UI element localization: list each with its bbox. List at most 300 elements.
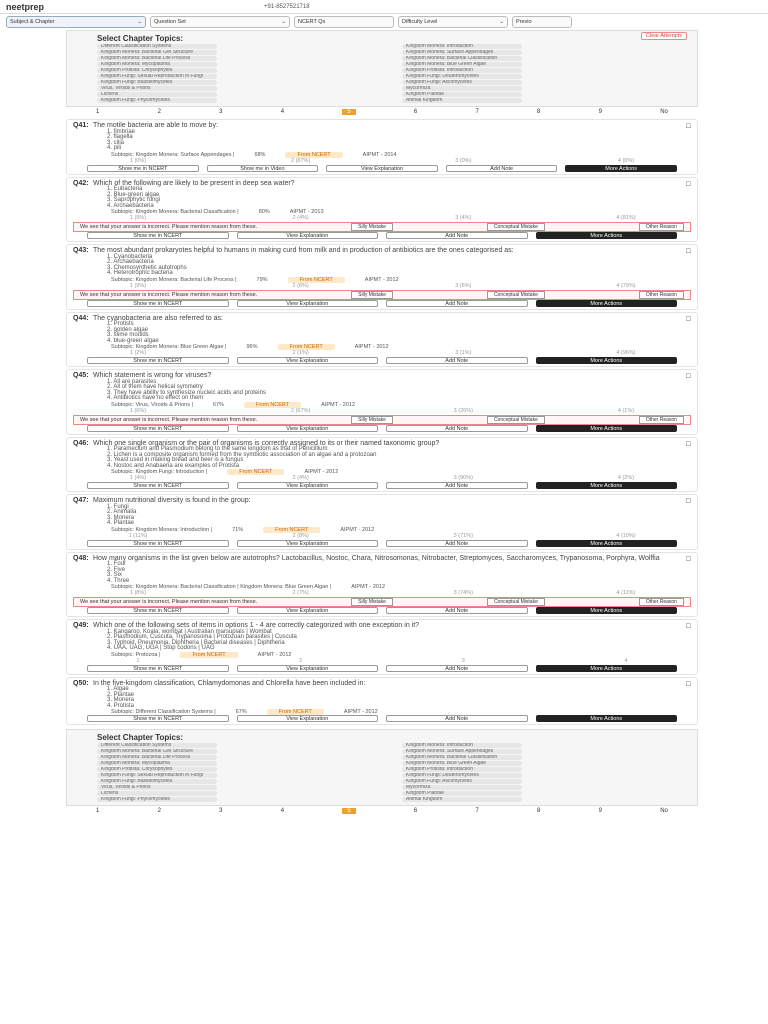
correct-percent: 67% <box>212 401 224 408</box>
answer-stat: 3 (6%) <box>455 282 472 289</box>
more-actions-button[interactable]: More Actions <box>536 357 678 364</box>
page-link[interactable]: 2 <box>157 109 161 115</box>
chapter-chip[interactable]: Kingdom Protista: Introduction <box>402 767 522 772</box>
option[interactable]: 2. golden algae <box>107 326 149 333</box>
page-link[interactable]: 4 <box>280 808 285 814</box>
add-note-button[interactable]: Add Note <box>386 482 528 489</box>
options <box>73 505 691 527</box>
option[interactable]: 3. Typhoid, Pneumonia, Diphtheria | Bacterial diseases | Diphtheria <box>107 639 285 646</box>
option[interactable]: 1. Cyanobacteria <box>107 253 153 260</box>
chapter-topics-bottom <box>66 729 698 806</box>
answer-stat: 2 (7%) <box>292 590 309 596</box>
question-text: Maximum nutritional diversity is found in the group: <box>93 497 251 504</box>
view-explanation-button[interactable]: View Explanation <box>326 165 438 172</box>
view-explanation-button[interactable]: View Explanation <box>237 357 379 364</box>
add-note-button[interactable]: Add Note <box>386 357 528 364</box>
chapter-chip[interactable]: Kingdom Monera: Surface Appendages <box>402 749 522 754</box>
answer-stats <box>73 408 691 415</box>
subtopic: Subtopic: Kingdom Monera: Introduction | <box>111 526 213 533</box>
chapter-grid <box>97 43 667 103</box>
ncert-badge: From NCERT <box>288 277 345 283</box>
silly-mistake-button[interactable]: Silly Mistake <box>351 416 393 424</box>
page-link[interactable]: 7 <box>475 109 479 115</box>
add-note-button[interactable]: Add Note <box>386 715 528 722</box>
chapter-chip[interactable]: Kingdom Monera: Introduction <box>402 743 522 748</box>
chevron-down-icon: ⌄ <box>281 19 286 25</box>
option[interactable]: 1. All are parasites <box>107 378 157 385</box>
view-explanation-button[interactable]: View Explanation <box>237 715 379 722</box>
answer-stat: 4 (1%) <box>617 407 635 414</box>
chapter-chip[interactable]: Kingdom Fungi: Phycomycetes <box>97 98 217 103</box>
bookmark-icon[interactable]: ☐ <box>685 316 691 323</box>
bookmark-icon[interactable]: ☐ <box>685 681 691 688</box>
chapter-title: Select Chapter Topics: <box>97 34 184 43</box>
options <box>73 322 691 344</box>
answer-stat: 2 (87%) <box>291 157 311 164</box>
more-actions-button[interactable]: More Actions <box>565 165 677 172</box>
question-number: Q47: <box>73 497 89 504</box>
conceptual-mistake-button[interactable]: Conceptual Mistake <box>487 291 545 299</box>
answer-stat: 3 (0%) <box>455 157 472 164</box>
answer-stat: 2 (67%) <box>291 407 311 414</box>
page-link[interactable]: 7 <box>475 808 479 814</box>
answer-stat: 3 <box>461 657 465 664</box>
option[interactable]: 3. They have ability to synthesize nucleic acids and proteins <box>107 389 266 396</box>
question-text: Which statement is wrong for viruses? <box>93 372 212 379</box>
answer-stat: 3 (1%) <box>455 350 472 356</box>
other-reason-button[interactable]: Other Reason <box>639 416 684 424</box>
chapter-chip[interactable]: Kingdom Monera: Bacterial Cell Structure <box>97 50 217 55</box>
incorrect-feedback <box>73 597 691 607</box>
answer-stat: 4 (0%) <box>617 157 635 164</box>
correct-percent: 71% <box>232 526 244 533</box>
chapter-chip[interactable]: Lichens <box>97 92 217 97</box>
option[interactable]: 2. All of them have helical symmetry <box>107 384 203 390</box>
chapter-chip[interactable]: Kingdom Monera: Bacterial Cell Structure <box>97 749 217 754</box>
answer-stat: 4 (10%) <box>616 532 636 539</box>
option[interactable]: 3. Six <box>107 572 123 578</box>
show-ncert-button[interactable]: Show me in NCERT <box>87 165 199 172</box>
option[interactable]: 4. Protista <box>107 702 135 709</box>
answer-stats <box>73 158 691 165</box>
option[interactable]: 1. Protists <box>107 321 134 327</box>
more-actions-button[interactable]: More Actions <box>536 607 678 614</box>
subject-chapter-filter[interactable]: Subject & Chapter ⌄ <box>6 16 146 28</box>
conceptual-mistake-button[interactable]: Conceptual Mistake <box>487 598 545 606</box>
incorrect-message: We see that your answer is incorrect. Please mention reason from these. <box>80 224 258 230</box>
show-ncert-button[interactable]: Show me in NCERT <box>87 540 229 547</box>
answer-stat: 1 (0%) <box>129 157 147 164</box>
show-ncert-button[interactable]: Show me in NCERT <box>87 482 229 489</box>
more-actions-button[interactable]: More Actions <box>536 232 678 239</box>
chapter-chip[interactable]: Kingdom Fungi: Basidiomycetes <box>97 779 217 784</box>
option[interactable]: 4. blue-green algae <box>107 337 159 344</box>
option[interactable]: 3. slime moulds <box>107 332 149 338</box>
page-next[interactable]: No <box>660 808 668 814</box>
option[interactable]: 4. Nostoc and Anabaena are examples of Protista <box>107 462 240 469</box>
question-number: Q48: <box>73 554 89 562</box>
option[interactable]: 2. Five <box>107 566 126 573</box>
add-note-button[interactable]: Add Note <box>386 607 528 614</box>
other-reason-button[interactable]: Other Reason <box>639 598 684 606</box>
page-link[interactable]: 1 <box>96 109 100 115</box>
options <box>73 562 691 584</box>
question-card <box>66 552 698 618</box>
chapter-chip[interactable]: Kingdom Monera: Bacterial Life Process <box>97 755 217 760</box>
question-number: Q43: <box>73 247 89 254</box>
action-bar <box>73 425 691 432</box>
view-explanation-button[interactable]: View Explanation <box>237 665 379 672</box>
option[interactable]: 4. Heterotrophic bacteria <box>107 270 173 276</box>
answer-stats <box>73 283 691 290</box>
option[interactable]: 1. Kangaroo, Koala, wombat | Australian marsupials | Wombat <box>107 628 272 635</box>
answer-stat: 2 <box>299 657 303 664</box>
chapter-chip[interactable]: Mycorrhiza <box>402 785 522 790</box>
answer-stat: 1 (9%) <box>129 215 147 221</box>
more-actions-button[interactable]: More Actions <box>536 482 678 489</box>
chapter-chip[interactable]: Kingdom Monera: Mycoplasma <box>97 62 217 67</box>
action-bar <box>73 482 691 489</box>
answer-stat: 3 (4%) <box>455 215 472 221</box>
correct-percent: 96% <box>246 344 258 350</box>
answer-stat: 4 (11%) <box>616 590 636 596</box>
show-ncert-button[interactable]: Show me in NCERT <box>87 715 229 722</box>
question-card <box>66 177 698 243</box>
chapter-chip[interactable]: Kingdom Monera: Bacterial Classification <box>402 755 522 760</box>
ncert-badge: From NCERT <box>285 152 342 158</box>
answer-stat: 4 (79%) <box>616 282 636 289</box>
page-link[interactable]: 6 <box>413 808 418 814</box>
chapter-chip[interactable]: Kingdom Fungi: Sexual Reproduction in Fungi <box>97 74 217 79</box>
options <box>73 447 691 469</box>
bookmark-icon[interactable]: ☐ <box>685 441 691 448</box>
chapter-grid <box>97 742 667 802</box>
page-next[interactable]: No <box>660 109 668 115</box>
conceptual-mistake-button[interactable]: Conceptual Mistake <box>487 416 545 424</box>
subtopic: Subtopic: Kingdom Fungi: Introduction | <box>111 469 208 475</box>
add-note-button[interactable]: Add Note <box>386 540 528 547</box>
bookmark-icon[interactable]: ☐ <box>685 374 691 380</box>
action-bar <box>73 665 691 672</box>
question-number: Q49: <box>73 622 89 629</box>
chapter-topics-top <box>66 30 698 107</box>
page-link[interactable]: 9 <box>598 808 602 814</box>
bookmark-icon[interactable]: ☐ <box>685 249 691 255</box>
answer-stat: 1 (9%) <box>129 282 147 289</box>
option[interactable]: 1. fimbriae <box>107 128 136 135</box>
chapter-chip[interactable]: Lichens <box>97 791 217 796</box>
question-number: Q44: <box>73 314 89 322</box>
other-reason-button[interactable]: Other Reason <box>639 223 684 231</box>
chapter-chip[interactable]: Kingdom Monera: Bacterial Life Process <box>97 56 217 61</box>
action-bar <box>73 607 691 614</box>
answer-stat: 2 (4%) <box>292 215 309 221</box>
incorrect-message: We see that your answer is incorrect. Please mention reason from these. <box>80 416 258 423</box>
chapter-chip[interactable]: Mycorrhiza <box>402 86 522 91</box>
show-ncert-button[interactable]: Show me in NCERT <box>87 425 229 432</box>
add-note-button[interactable]: Add Note <box>386 300 528 307</box>
other-reason-button[interactable]: Other Reason <box>639 291 684 299</box>
show-ncert-button[interactable]: Show me in NCERT <box>87 607 229 614</box>
question-card <box>66 437 698 493</box>
exam-tag: AIPMT - 2012 <box>364 276 399 283</box>
more-actions-button[interactable]: More Actions <box>536 665 678 672</box>
exam-tag: AIPMT - 2012 <box>351 584 386 590</box>
chapter-chip[interactable]: Animal Kingdom <box>402 797 522 802</box>
action-bar <box>73 165 691 172</box>
answer-stat: 4 (2%) <box>617 475 635 481</box>
question-card <box>66 494 698 550</box>
question-text: Which of the following are likely to be present in deep sea water? <box>93 179 295 187</box>
incorrect-feedback <box>73 290 691 300</box>
incorrect-feedback <box>73 415 691 425</box>
action-bar <box>73 300 691 307</box>
exam-tag: AIPMT - 2012 <box>321 401 356 408</box>
answer-stat: 3 (74%) <box>453 590 473 596</box>
chapter-chip[interactable]: Virus, Viroids & Prions <box>97 86 217 91</box>
exam-tag: AIPMT - 2012 <box>257 651 292 658</box>
chapter-chip[interactable]: Kingdom Monera: Blue Green Algae <box>402 62 522 67</box>
ncert-badge: From NCERT <box>263 527 320 533</box>
option[interactable]: 4. Three <box>107 577 130 584</box>
view-explanation-button[interactable]: View Explanation <box>237 607 379 614</box>
pagination <box>66 806 698 816</box>
answer-stat: 3 (26%) <box>453 407 473 414</box>
ncert-badge: From NCERT <box>267 709 324 715</box>
ncert-badge: From NCERT <box>244 402 301 408</box>
page-link[interactable]: 8 <box>537 109 541 115</box>
option[interactable]: 3. cilia <box>107 139 125 146</box>
silly-mistake-button[interactable]: Silly Mistake <box>351 291 393 299</box>
view-explanation-button[interactable]: View Explanation <box>237 425 379 432</box>
add-note-button[interactable]: Add Note <box>386 425 528 432</box>
option[interactable]: 1. Four <box>107 561 127 567</box>
page-link[interactable]: 3 <box>219 808 223 814</box>
option[interactable]: 4. UAA, UAG, UGA | Stop codons | UAG <box>107 645 215 651</box>
page-link[interactable]: 4 <box>280 109 285 115</box>
chapter-chip[interactable]: Kingdom Fungi: Basidiomycetes <box>97 80 217 85</box>
view-explanation-button[interactable]: View Explanation <box>237 232 379 239</box>
answer-stat: 3 (71%) <box>453 532 473 539</box>
option[interactable]: 1. Fungi <box>107 503 129 510</box>
action-bar <box>73 540 691 547</box>
page-link[interactable]: 5 <box>342 808 355 814</box>
silly-mistake-button[interactable]: Silly Mistake <box>351 598 393 606</box>
chapter-chip[interactable]: Kingdom Fungi: Sexual Reproduction in Fungi <box>97 773 217 778</box>
exam-tag: AIPMT - 2014 <box>362 151 397 158</box>
subtopic: Subtopic: Kingdom Monera: Bacterial Life Process | <box>111 276 237 283</box>
options <box>73 687 691 709</box>
chapter-chip[interactable]: Kingdom Fungi: Ascomycetes <box>402 779 522 784</box>
option[interactable]: 4. Antibiotics have no effect on them <box>107 395 204 401</box>
question-number: Q50: <box>73 679 89 687</box>
view-explanation-button[interactable]: View Explanation <box>237 300 379 307</box>
option[interactable]: 3. Yeast used in making bread and beer is a fungus <box>107 457 244 463</box>
chapter-chip[interactable]: Kingdom Protista: Chrysophytes <box>97 68 217 73</box>
conceptual-mistake-button[interactable]: Conceptual Mistake <box>487 223 545 231</box>
subtopic: Subtopic: Virus, Viroids & Prions | <box>111 401 193 408</box>
question-set-filter[interactable]: Question Set ⌄ <box>150 16 290 28</box>
options <box>73 380 691 402</box>
subtopic: Subtopic: Kingdom Monera: Blue Green Algae | <box>111 344 227 350</box>
answer-stats <box>73 215 691 222</box>
chapter-chip[interactable]: Kingdom Monera: Introduction <box>402 44 522 49</box>
question-text: The most abundant prokaryotes helpful to humans in making curd from milk and in production of antibiotics are the ones categorised as: <box>93 247 514 254</box>
option[interactable]: 3. Chemosynthetic autotrophs <box>107 264 187 271</box>
chapter-chip[interactable]: Kingdom Monera: Blue Green Algae <box>402 761 522 766</box>
exam-tag: AIPMT - 2012 <box>354 344 389 350</box>
answer-stats <box>73 350 691 357</box>
answer-stats <box>73 590 691 597</box>
page-link[interactable]: 1 <box>96 808 100 814</box>
add-note-button[interactable]: Add Note <box>446 165 558 172</box>
bookmark-icon[interactable]: ☐ <box>685 181 691 188</box>
previous-filter[interactable]: Previo <box>512 16 572 28</box>
show-ncert-button[interactable]: Show me in NCERT <box>87 665 229 672</box>
option[interactable]: 3. Monera <box>107 514 135 521</box>
chapter-chip[interactable]: Kingdom Monera: Mycoplasma <box>97 761 217 766</box>
option[interactable]: 4. Plantae <box>107 520 135 526</box>
show-video-button[interactable]: Show me in Video <box>207 165 319 172</box>
page-link[interactable]: 8 <box>537 808 541 814</box>
silly-mistake-button[interactable]: Silly Mistake <box>351 223 393 231</box>
chapter-title: Select Chapter Topics: <box>97 733 184 742</box>
chevron-down-icon: ⌄ <box>137 19 142 25</box>
view-explanation-button[interactable]: View Explanation <box>237 540 379 547</box>
bookmark-icon[interactable]: ☐ <box>685 556 691 563</box>
chapter-chip[interactable]: Kingdom Protista: Introduction <box>402 68 522 73</box>
question-card <box>66 119 698 175</box>
clear-attempts-button[interactable]: Clear Attempts <box>641 32 687 40</box>
option[interactable]: 4. Archaebacteria <box>107 202 154 209</box>
option[interactable]: 1. Paramecium and Plasmodium belong to the same kingdom as that of Penicillium <box>107 446 328 452</box>
view-explanation-button[interactable]: View Explanation <box>237 482 379 489</box>
answer-stats <box>73 475 691 482</box>
incorrect-feedback <box>73 222 691 232</box>
more-actions-button[interactable]: More Actions <box>536 715 678 722</box>
header <box>0 0 768 14</box>
question-list <box>66 119 698 725</box>
exam-tag: AIPMT - 2013 <box>289 209 324 215</box>
ncert-badge: From NCERT <box>180 652 237 658</box>
correct-percent: 80% <box>258 209 270 215</box>
chevron-down-icon: ⌄ <box>499 19 504 25</box>
more-actions-button[interactable]: More Actions <box>536 425 678 432</box>
action-bar <box>73 232 691 239</box>
chapter-chip[interactable]: Kingdom Monera: Surface Appendages <box>402 50 522 55</box>
difficulty-filter[interactable]: Difficulty Level ⌄ <box>398 16 508 28</box>
answer-stat: 2 (8%) <box>292 532 309 539</box>
chapter-chip[interactable]: Different Classification Systems <box>97 743 217 748</box>
logo[interactable]: neetprep <box>6 1 45 12</box>
options <box>73 187 691 209</box>
question-text: The cyanobacteria are also referred to as: <box>93 314 223 322</box>
option[interactable]: 2. flagella <box>107 134 133 140</box>
option[interactable]: 2. Lichen is a composite organism formed from the symbiotic association of an algae and a protozoan <box>107 451 377 458</box>
chapter-chip[interactable]: Different Classification Systems <box>97 44 217 49</box>
phone-number[interactable]: +91-8527521718 <box>264 3 310 10</box>
show-ncert-button[interactable]: Show me in NCERT <box>87 357 229 364</box>
chapter-chip[interactable]: Kingdom Fungi: Deuteromycetes <box>402 773 522 778</box>
bookmark-icon[interactable]: ☐ <box>685 124 691 130</box>
option[interactable]: 2. Blue-green algae <box>107 191 160 198</box>
chapter-chip[interactable]: Kingdom Fungi: Deuteromycetes <box>402 74 522 79</box>
incorrect-message: We see that your answer is incorrect. Please mention reason from these. <box>80 599 258 605</box>
option[interactable]: 4. pili <box>107 145 122 151</box>
question-card <box>66 619 698 675</box>
chapter-chip[interactable]: Kingdom Protista: Chrysophytes <box>97 767 217 772</box>
question-text: How many organisms in the list given below are autotrophs? Lactobacillus, Nostoc, Chara, Nitrosomonas, Nitrobacter, Streptomyces, Saccharomyces, Trypanosoma, Porphyra, Wolffia <box>93 554 660 562</box>
option[interactable]: 2. Plasmodium, Cuscuta, Trypanosoma | Protozoan parasites | Cuscuta <box>107 634 297 640</box>
subtopic: Subtopic: Kingdom Monera: Bacterial Classification | <box>111 209 239 215</box>
bookmark-icon[interactable]: ☐ <box>685 624 691 630</box>
question-text: In the five-kingdom classification, Chlamydomonas and Chlorella have been included in: <box>93 679 366 687</box>
show-ncert-button[interactable]: Show me in NCERT <box>87 232 229 239</box>
option[interactable]: 1. Eubacteria <box>107 186 143 192</box>
subtopic: Subtopic: Kingdom Monera: Surface Appendages | <box>111 151 235 158</box>
answer-stat: 1 (6%) <box>129 407 147 414</box>
ncert-badge: From NCERT <box>227 469 284 475</box>
chapter-chip[interactable]: Kingdom Fungi: Phycomycetes <box>97 797 217 802</box>
chapter-chip[interactable]: Kingdom Monera: Bacterial Classification <box>402 56 522 61</box>
action-bar <box>73 715 691 722</box>
page-link[interactable]: 2 <box>157 808 161 814</box>
option[interactable]: 1. Algae <box>107 686 129 692</box>
add-note-button[interactable]: Add Note <box>386 232 528 239</box>
action-bar <box>73 357 691 364</box>
exam-tag: AIPMT - 2012 <box>343 709 378 715</box>
question-text: Which one single organism or the pair of organisms is correctly assigned to its or their named taxonomic group? <box>93 439 440 447</box>
options <box>73 255 691 277</box>
option[interactable]: 3. Saprophytic fungi <box>107 197 161 203</box>
question-number: Q42: <box>73 179 89 187</box>
incorrect-message: We see that your answer is incorrect. Please mention reason from these. <box>80 291 258 298</box>
page-link[interactable]: 6 <box>413 109 418 115</box>
chapter-chip[interactable]: Kingdom Fungi: Ascomycetes <box>402 80 522 85</box>
answer-stats <box>73 533 691 540</box>
chapter-chip[interactable]: Virus, Viroids & Prions <box>97 785 217 790</box>
show-ncert-button[interactable]: Show me in NCERT <box>87 300 229 307</box>
answer-stats <box>73 658 691 665</box>
page-link[interactable]: 3 <box>219 109 223 115</box>
answer-stat: 2 (4%) <box>292 475 309 481</box>
question-card <box>66 677 698 726</box>
answer-stat: 1 (2%) <box>129 350 147 356</box>
question-card <box>66 312 698 368</box>
option[interactable]: 3. Monera <box>107 697 135 703</box>
option[interactable]: 2. Animalia <box>107 509 137 515</box>
option[interactable]: 2. Plantae <box>107 691 135 698</box>
page-link[interactable]: 9 <box>598 109 602 115</box>
answer-stat: 1 (8%) <box>129 590 147 596</box>
more-actions-button[interactable]: More Actions <box>536 540 678 547</box>
page-link[interactable]: 5 <box>342 109 355 115</box>
exam-tag: AIPMT - 2012 <box>340 526 375 533</box>
answer-stat: 4 <box>624 657 628 664</box>
chapter-chip[interactable]: Kingdom Plantae <box>402 92 522 97</box>
bookmark-icon[interactable]: ☐ <box>685 499 691 505</box>
more-actions-button[interactable]: More Actions <box>536 300 678 307</box>
subtopic: Subtopic: Protozoa | <box>111 651 161 658</box>
chapter-chip[interactable]: Kingdom Plantae <box>402 791 522 796</box>
add-note-button[interactable]: Add Note <box>386 665 528 672</box>
correct-percent: 68% <box>254 151 266 158</box>
option[interactable]: 2. Archaebacteria <box>107 259 154 265</box>
ncert-filter[interactable]: NCERT Qs <box>294 16 394 28</box>
subtopic: Subtopic: Different Classification Systems | <box>111 709 216 715</box>
chapter-chip[interactable]: Animal Kingdom <box>402 98 522 103</box>
options <box>73 130 691 152</box>
